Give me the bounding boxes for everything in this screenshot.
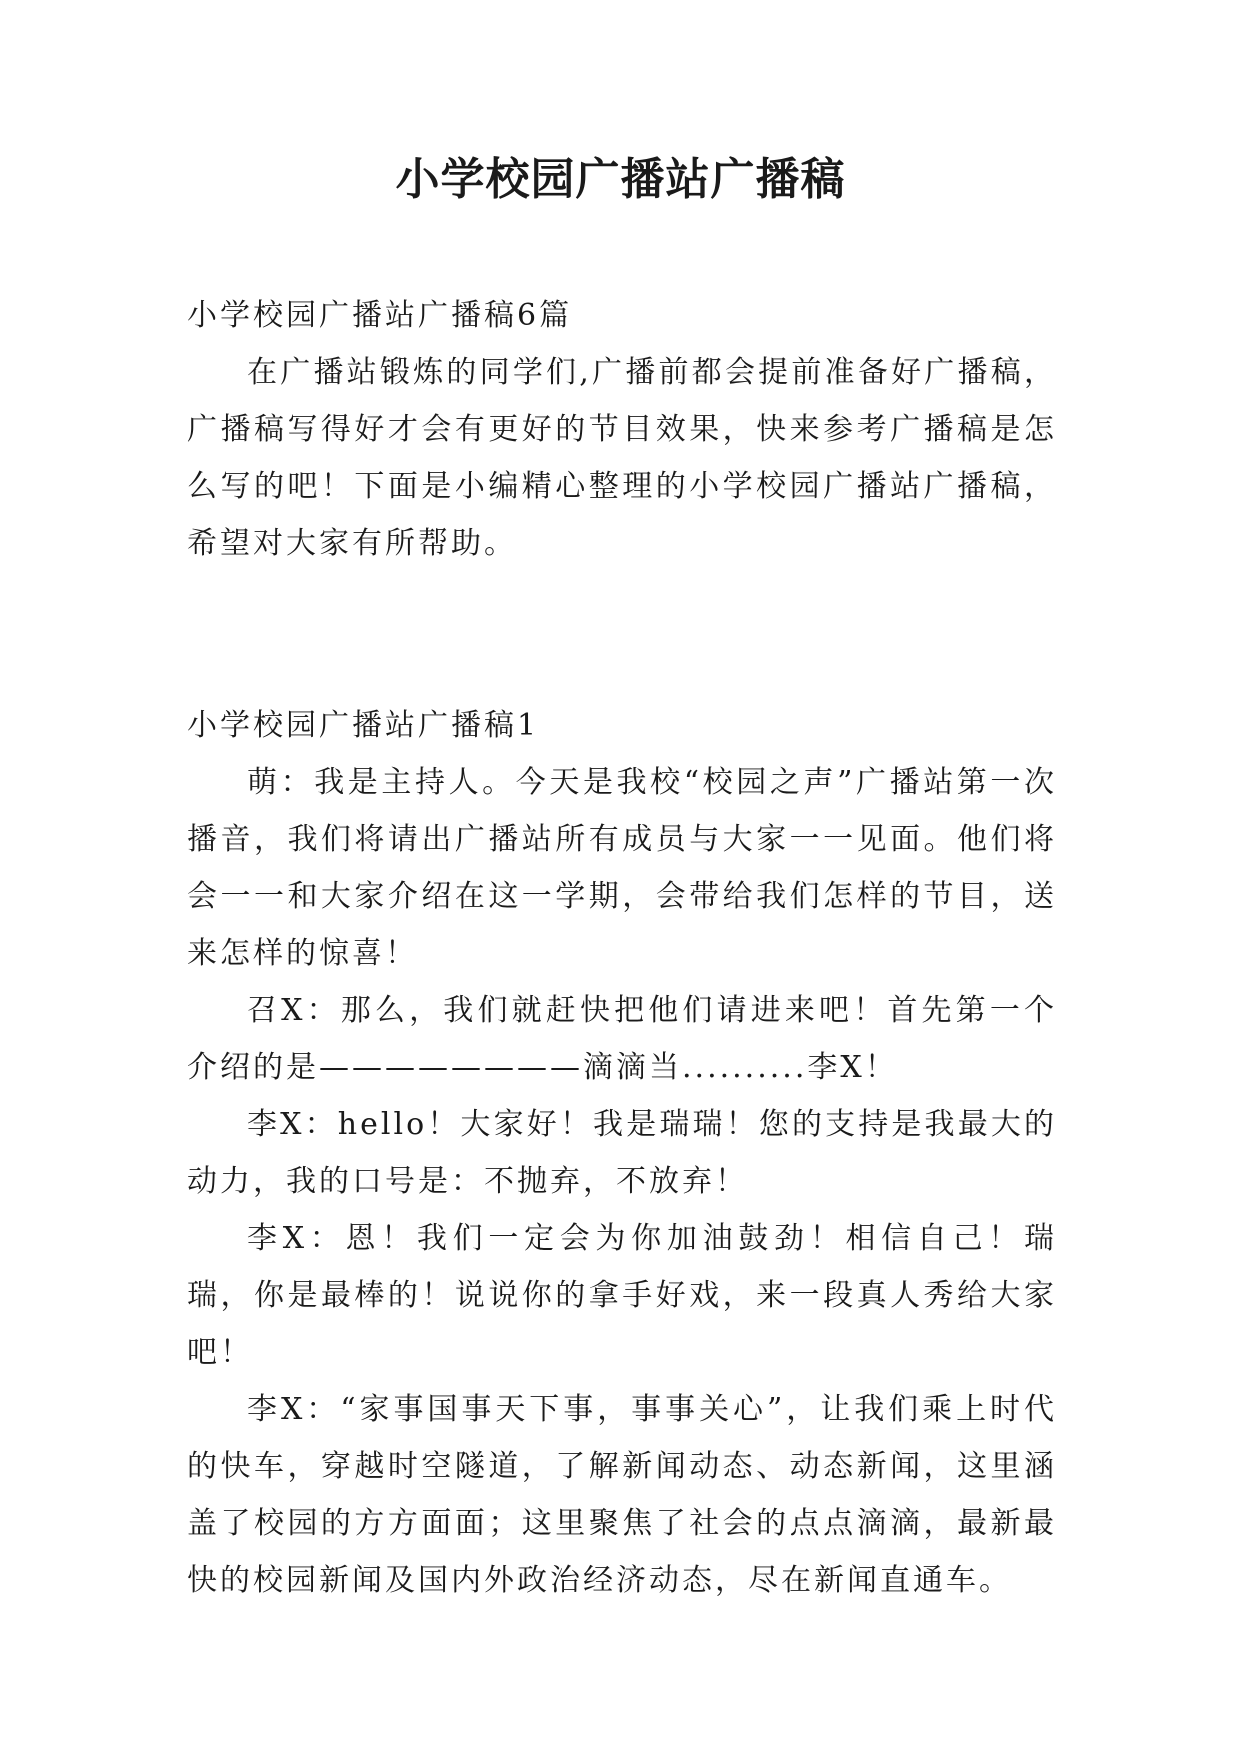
paragraph-3: 李X：hello！大家好！我是瑞瑞！您的支持是我最大的动力，我的口号是：不抛弃，不放弃！ [187, 1107, 1057, 1199]
intro-heading: 小学校园广播站广播稿6篇 [187, 298, 573, 333]
section-heading: 小学校园广播站广播稿1 [187, 708, 540, 743]
paragraph-4: 李X：恩！我们一定会为你加油鼓劲！相信自己！瑞瑞，你是最棒的！说说你的拿手好戏，来一段真人秀给大家吧！ [187, 1221, 1057, 1370]
paragraph-1: 萌：我是主持人。今天是我校“校园之声”广播站第一次播音，我们将请出广播站所有成员与大家一一见面。他们将会一一和大家介绍在这一学期，会带给我们怎样的节目，送来怎样的惊喜！ [187, 765, 1057, 971]
document-title: 小学校园广播站广播稿 [395, 154, 846, 205]
paragraph-2: 召X：那么，我们就赶快把他们请进来吧！首先第一个介绍的是————————滴滴当..........李X！ [187, 993, 1057, 1085]
intro-paragraph: 在广播站锻炼的同学们,广播前都会提前准备好广播稿，广播稿写得好才会有更好的节目效果，快来参考广播稿是怎么写的吧！下面是小编精心整理的小学校园广播站广播稿，希望对大家有所帮助。 [187, 355, 1057, 561]
intro-block [187, 287, 1057, 572]
paragraph-5: 李X：“家事国事天下事，事事关心”，让我们乘上时代的快车，穿越时空隧道，了解新闻动态、动态新闻，这里涵盖了校园的方方面面；这里聚焦了社会的点点滴滴，最新最快的校园新闻及国内外政治经济动态，尽在新闻直通车。 [187, 1392, 1057, 1598]
section-block [187, 697, 1057, 1609]
